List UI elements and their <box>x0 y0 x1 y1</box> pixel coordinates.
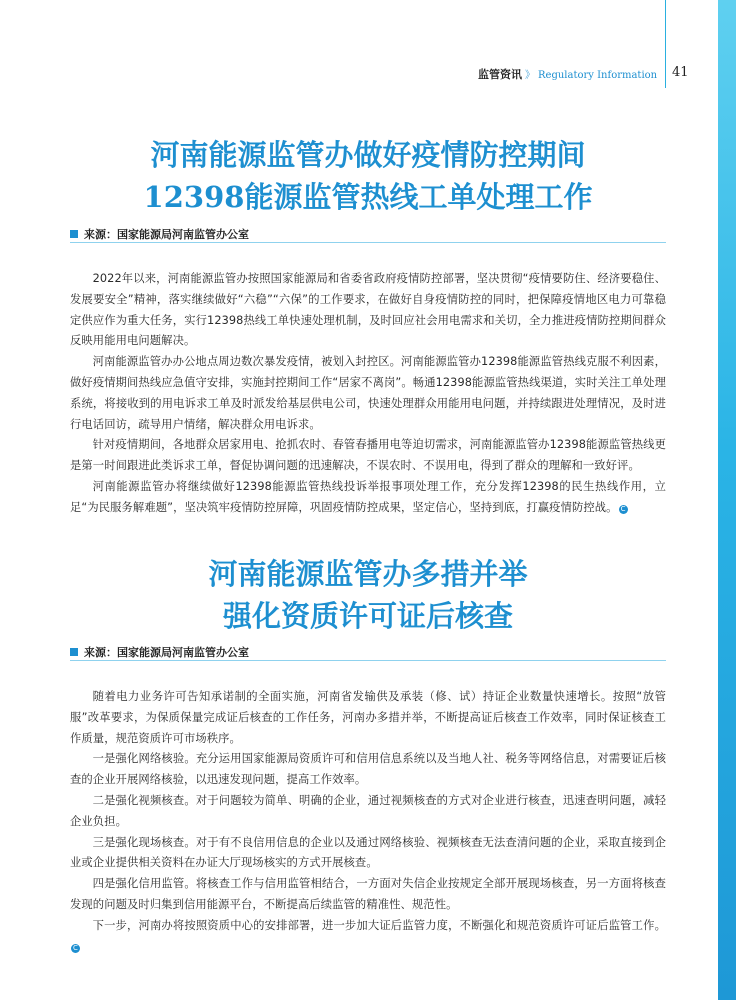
running-head <box>478 66 663 82</box>
paragraph <box>70 477 666 519</box>
source-text: 来源：国家能源局河南监管办公室 <box>84 646 249 659</box>
section-label-en: Regulatory Information <box>538 70 658 81</box>
paragraph: 三是强化现场核查。对于有不良信用信息的企业以及通过网络核验、视频核查无法查清问题的企业，采取直接到企业或企业提供相关资料在办证大厅现场核实的方式开展核查。 <box>70 835 666 870</box>
paragraph-text: 下一步，河南办将按照资质中心的安排部署，进一步加大证后监管力度，不断强化和规范资质许可证后监管工作。 <box>92 918 666 932</box>
paragraph: 一是强化网络核验。充分运用国家能源局资质许可和信用信息系统以及当地人社、税务等网络信息，对需要证后核查的企业开展网络核验，以迅速发现问题，提高工作效率。 <box>70 752 666 787</box>
article-source <box>70 644 666 664</box>
section-label: 监管资讯 <box>478 68 522 81</box>
square-bullet-icon <box>70 648 78 656</box>
paragraph: 四是强化信用监管。将核查工作与信用监管相结合，一方面对失信企业按规定全部开展现场核查，另一方面将核查发现的问题及时归集到信用能源平台，不断提高后续监管的精准性、规范性。 <box>70 877 666 911</box>
end-mark-icon: C <box>620 504 626 513</box>
title-line-1: 河南能源监管办做好疫情防控期间 <box>150 138 586 172</box>
article-body <box>70 269 666 519</box>
article-title <box>70 553 666 637</box>
source-text: 来源：国家能源局河南监管办公室 <box>84 228 249 241</box>
title-line-2: 强化资质许可证后核查 <box>222 599 513 633</box>
article-title <box>70 134 666 218</box>
article-source <box>70 226 666 246</box>
header-divider-line <box>665 0 666 88</box>
double-chevron-icon: 》 <box>525 70 535 81</box>
right-edge-color-band <box>718 0 736 1000</box>
title-line-1: 河南能源监管办多措并举 <box>208 557 528 591</box>
paragraph-text: 河南能源监管办将继续做好12398能源监管热线投诉举报事项处理工作，充分发挥12398的民生热线作用，立足“为民服务解难题”，坚决筑牢疫情防控屏障，巩固疫情防控成果，坚定信心，坚持到底，打赢疫情防控战。 <box>70 479 666 514</box>
paragraph <box>70 916 666 958</box>
source-divider <box>70 660 666 661</box>
end-mark-icon: C <box>73 943 78 952</box>
source-divider <box>70 242 666 243</box>
paragraph: 河南能源监管办办公地点周边数次暴发疫情，被划入封控区。河南能源监管办12398能源监管热线克服不利因素，做好疫情期间热线应急值守安排，实施封控期间工作“居家不离岗”。畅通12398能源监管热线渠道，实时关注工单处理系统，将接收到的用电诉求工单及时派发给基层供电公司，快速处理群众用能用电问题，并持续跟进处理情况，及时进行电话回访，疏导用户情绪，解决群众用电诉求。 <box>70 355 666 431</box>
page-number: 41 <box>672 65 689 80</box>
square-bullet-icon <box>70 230 78 238</box>
paragraph: 二是强化视频核查。对于问题较为简单、明确的企业，通过视频核查的方式对企业进行核查，迅速查明问题，减轻企业负担。 <box>70 793 666 828</box>
paragraph: 针对疫情期间，各地群众居家用电、抢抓农时、春管春播用电等迫切需求，河南能源监管办12398能源监管热线更是第一时间跟进此类诉求工单，督促协调问题的迅速解决，不误农时、不误用电，得到了群众的理解和一致好评。 <box>70 438 666 473</box>
paragraph: 随着电力业务许可告知承诺制的全面实施，河南省发输供及承装（修、试）持证企业数量快速增长。按照“放管服”改革要求，为保质保量完成证后核查的工作任务，河南办多措并举，不断提高证后核查工作效率，同时保证核查工作质量，规范资质许可市场秩序。 <box>70 690 666 745</box>
title-line-2: 12398能源监管热线工单处理工作 <box>143 180 593 214</box>
paragraph: 2022年以来，河南能源监管办按照国家能源局和省委省政府疫情防控部署，坚决贯彻“疫情要防住、经济要稳住、发展要安全”精神，落实继续做好“六稳”“六保”的工作要求，在做好自身疫情防控的同时，把保障疫情地区电力可靠稳定供应作为重大任务，实行12398热线工单快速处理机制，及时回应社会用电需求和关切，全力推进疫情防控期间群众反映用能用电问题解决。 <box>70 272 666 348</box>
article-body <box>70 687 666 957</box>
